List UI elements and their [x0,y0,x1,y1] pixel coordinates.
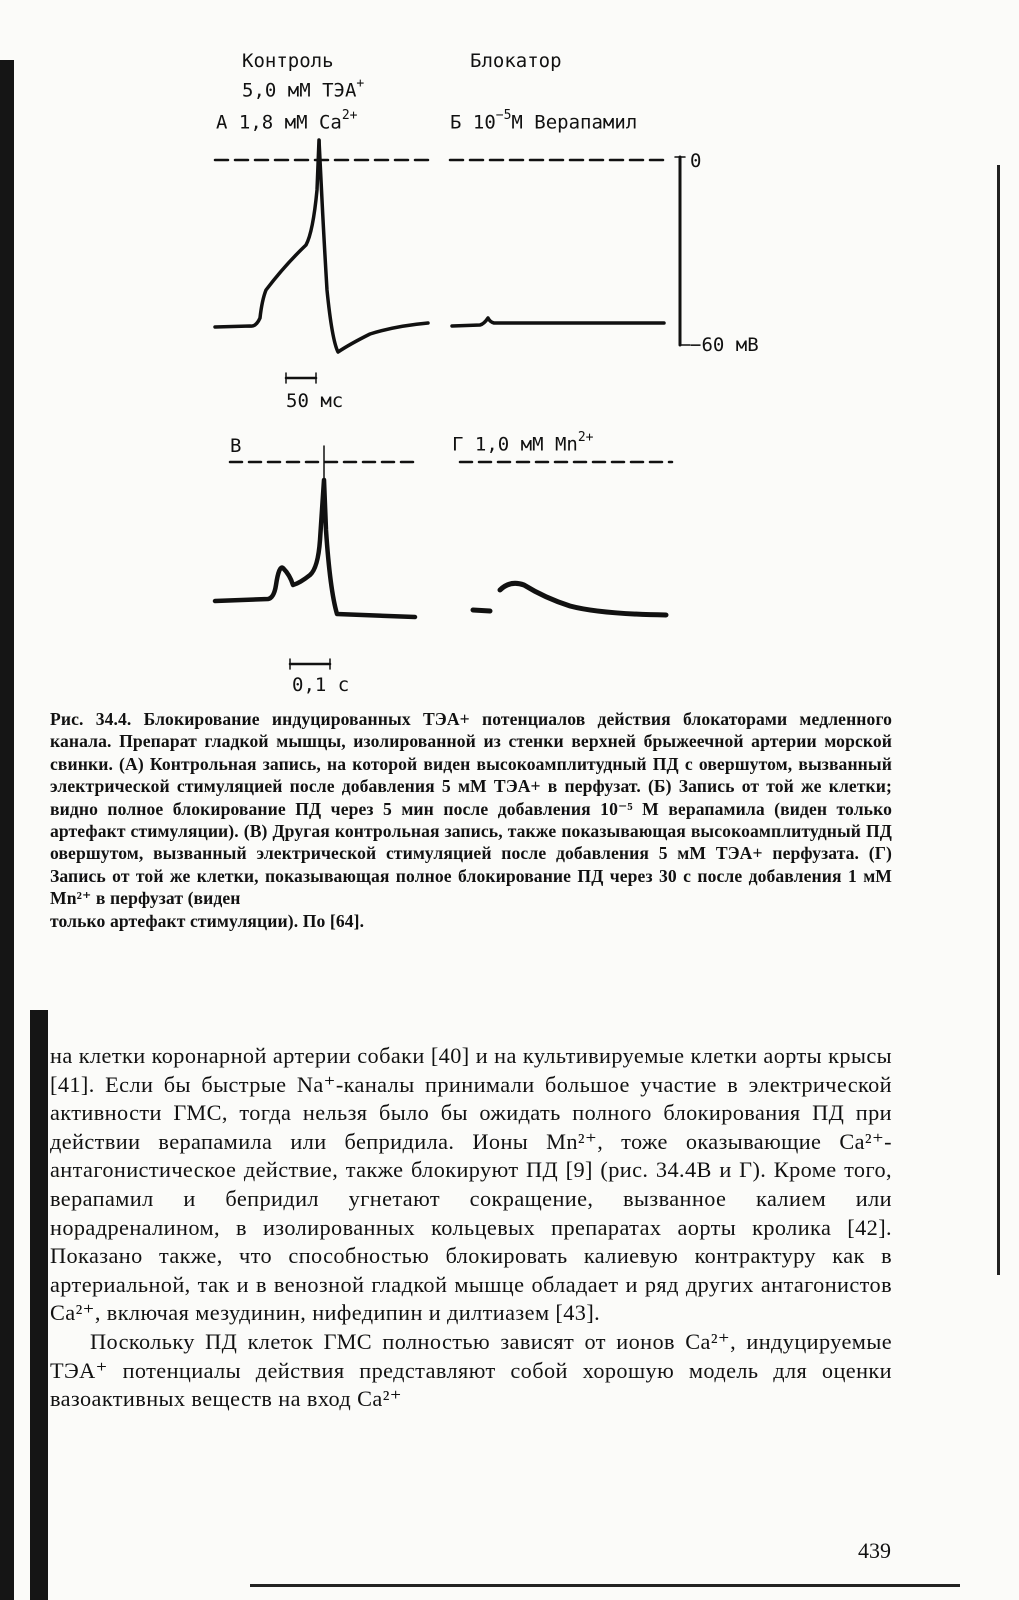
body-paragraph-1: на клетки коронарной артерии собаки [40] и на культивируемые клетки аорты крысы [41]. Если бы быстрые Na⁺-каналы принимали большое участие в электрической активности ГМС, тогда нельзя было бы ожидать полного блокирования ПД при действии верапамила или бепридила. Ионы Mn²⁺, тоже оказывающие Са²⁺-антагонистическое действие, также блокируют ПД [9] (рис. 34.4В и Г). Кроме того, верапамил и бепридил угнетают сокращение, вызванное калием или норадреналином, в изолированных кольцевых препаратах аорты кролика [42]. Показано также, что способностью блокировать калиевую контрактуру как в артериальной, так и в венозной гладкой мышце обладает и ряд других антагонистов Са²⁺, включая мезудинин, нифедипин и дилтиазем [43]. [50,1043,892,1326]
figure-traces [0,0,1019,700]
caption-paragraph: Рис. 34.4. Блокирование индуцированных ТЭА+ потенциалов действия блокаторами медленного канала. Препарат гладкой мышцы, изолированной из стенки верхней брыжеечной артерии морской свинки. (А) Контрольная запись, на которой виден высокоамплитудный ПД с овершутом, вызванный электрической стимуляцией после добавления 5 мМ ТЭА+ в перфузат. (Б) Запись от той же клетки; видно полное блокирование ПД через 5 мин после добавления 10⁻⁵ М верапамила (виден только артефакт стимуляции). (В) Другая контрольная запись, также показывающая высокоамплитудный ПД овершутом, вызванный электрической стимуляцией после добавления 5 мМ ТЭА+ перфузата. (Г) Запись от той же клетки, показывающая полное блокирование ПД через 30 с после добавления 1 мМ Mn²⁺ в перфузат (виден [50,709,892,909]
panel-c-trace [215,480,415,617]
caption-last-line: только артефакт стимуляции). По [64]. [50,910,365,931]
scale-minus-60-label: −60 мВ [690,334,759,356]
label-panel-a: А 1,8 мМ $Са^{2+}$ [216,108,358,134]
body-text [50,1042,892,1414]
binding-shadow-lower [30,1010,48,1600]
time-scale-label-2: 0,1 с [292,674,350,696]
scale-zero-label: 0 [690,150,702,172]
panel-a-trace [215,140,428,352]
page-number: 439 [858,1538,891,1563]
panel-d-trace [473,583,666,615]
label-tea: 5,0 мМ ТЭА+ [242,76,365,102]
body-paragraph-2: Поскольку ПД клеток ГМС полностью зависят от ионов Са²⁺, индуцируемые ТЭА⁺ потенциалы действия представляют собой хорошую модель для оценки вазоактивных веществ на вход Са²⁺ [50,1328,892,1412]
page-edge-bottom [250,1584,960,1587]
label-panel-b: Б $10^{-5}М$ Верапамил [450,108,638,134]
header-blocker: Блокатор [470,50,562,72]
label-panel-d: Г 1,0 мМ $Mn^{2+}$ [452,430,594,456]
label-panel-c: В [230,435,242,457]
figure-caption [50,708,892,932]
panel-b-trace [452,318,664,326]
time-scale-label-1: 50 мс [286,390,344,412]
header-control: Контроль [242,50,334,72]
